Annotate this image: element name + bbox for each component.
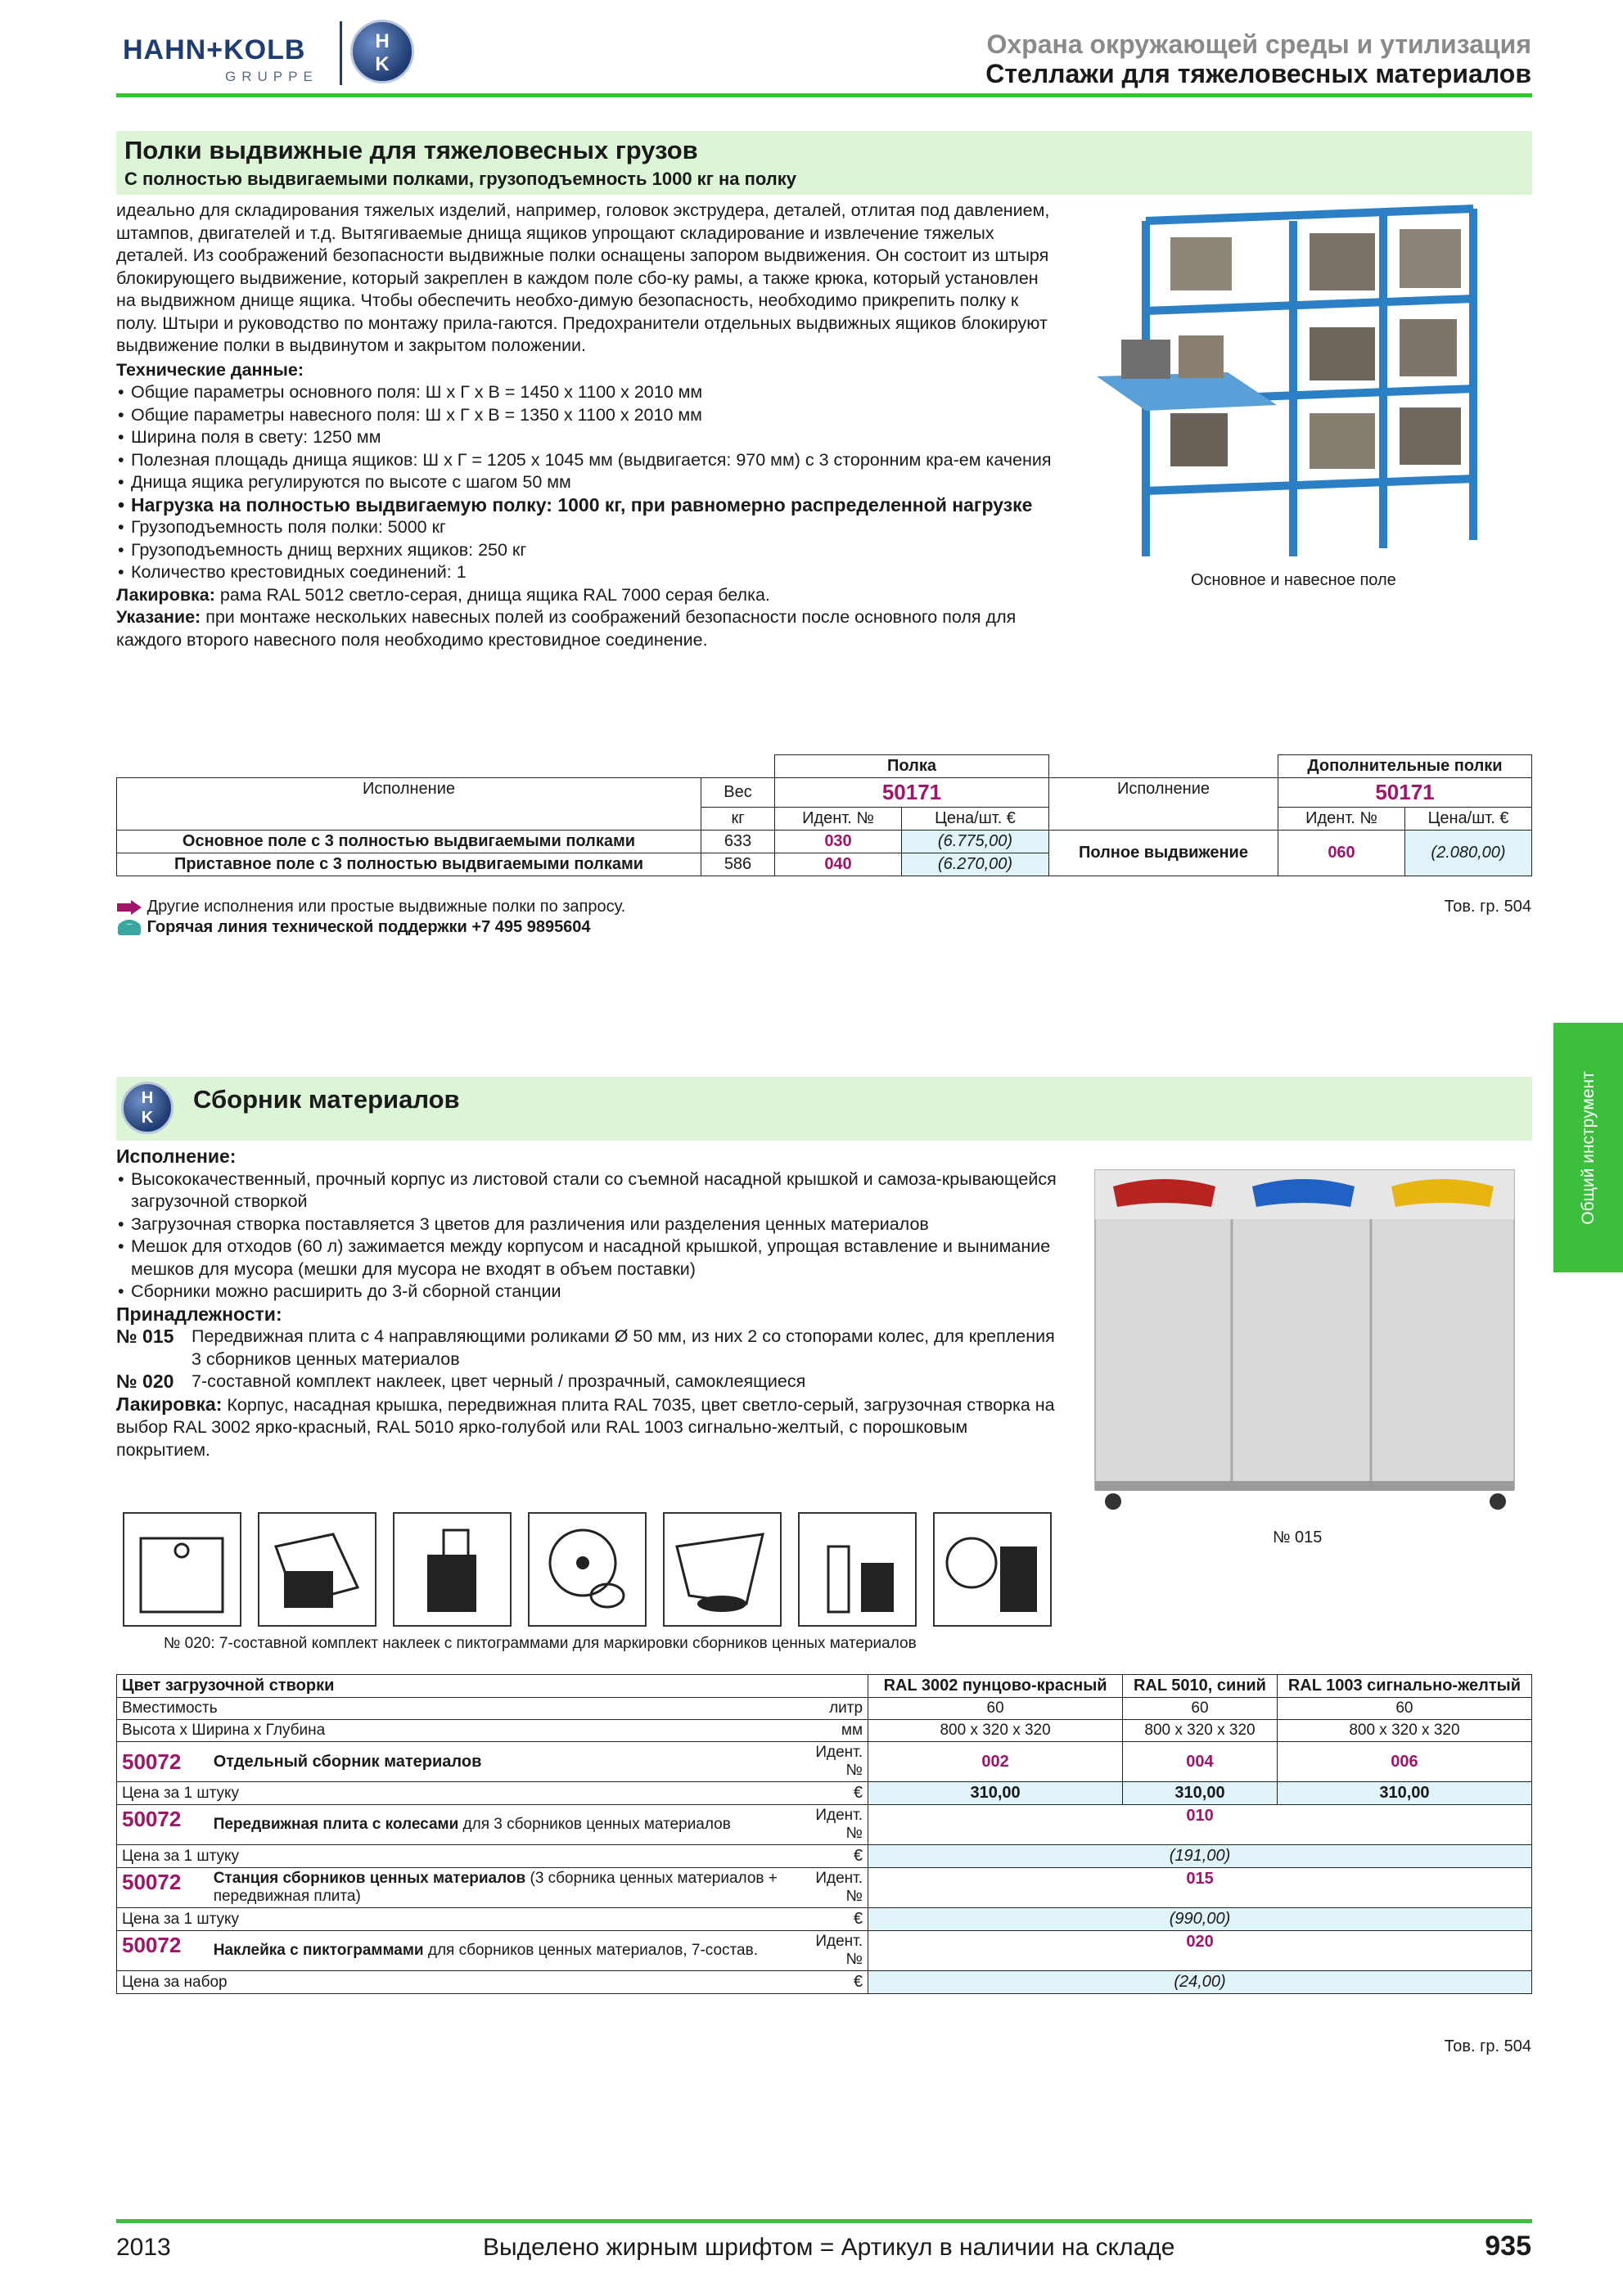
list-item: • Сборники можно расширить до 3-й сборной станции (116, 1281, 1057, 1303)
extra-variant: Полное выдвижение (1049, 831, 1278, 876)
arrow-hint-icon (116, 900, 142, 915)
color-red: RAL 3002 пунцово-красный (868, 1675, 1123, 1698)
pictogram-glass (798, 1512, 917, 1627)
list-item: • Загрузочная створка поставляется 3 цветов для различения или разделения ценных материалов (116, 1213, 1057, 1236)
shelf-image-caption: Основное и навесное поле (1191, 571, 1396, 589)
flap-color-label: Цвет загрузочной створки (117, 1675, 868, 1698)
bins-image-caption: № 015 (1273, 1528, 1323, 1546)
footnote-hotline: Горячая линия технической поддержки +7 495 9895604 (116, 918, 591, 937)
table-row: Приставное поле с 3 полностью выдвигаемыми полками 586 040 (6.270,00) (117, 853, 1532, 876)
variant-heading: Исполнение: (116, 1146, 237, 1167)
list-item: • Ширина поля в свету: 1250 мм (116, 426, 1057, 449)
shelf-price-table (116, 754, 1532, 876)
table-row: 50072 Отдельный сборник материалов Идент. № 002 004 006 (117, 1742, 1532, 1782)
col-ident: Идент. № (775, 808, 902, 831)
product-group-2: Тов. гр. 504 (1444, 2037, 1531, 2055)
footer-divider (116, 2219, 1532, 2223)
pictogram-plastic (933, 1512, 1052, 1627)
list-item: • Грузоподъемность поля полки: 5000 кг (116, 516, 1057, 539)
tech-list (116, 381, 1057, 584)
collector-price-table: Цвет загрузочной створки RAL 3002 пунцово-красный RAL 5010, синий RAL 1003 сигнально-желтый Вместимость литр 60 60 60 Высота x Ширина x Глубина мм 800 x 320 x 320 800 x 320 x 320 800 x 320 x 320 50072 Отдельный сборник материалов Идент. № 002 004 006 Цена за 1 штуку € 310,00 310,00 310,00 50072 Передвижная плита с колесами для 3 сборников ценных материалов Идент. № 010 Цена за 1 штуку € (191,00) 50072 Станция сборников ценных материалов (3 сборника ценных материалов + передвижная плита) Идент. № 015 Цена за 1 штуку € (990,00) 50072 Наклейка с пиктограммами для сборников ценных материалов, 7-состав. Идент. № 020 Цена за набор € (24,00) (116, 1674, 1532, 1994)
col-price-extra: Цена/шт. € (1405, 808, 1532, 831)
table-blank (1049, 755, 1278, 778)
table-row: 50072 Станция сборников ценных материалов (3 сборника ценных материалов + передвижная плита) Идент. № 015 (117, 1868, 1532, 1908)
logo-separator (340, 21, 342, 85)
list-item: • Высококачественный, прочный корпус из листовой стали со съемной насадной крышкой и самоза-крывающейся загрузочной створкой (116, 1168, 1057, 1213)
list-item: • Полезная площадь днища ящиков: Ш x Г = 1205 x 1045 мм (выдвигается: 970 мм) с 3 сторонним кра-ем качения (116, 449, 1057, 472)
hahn-kolb-emblem-icon: H K (121, 1082, 174, 1134)
table-row: 50072 Передвижная плита с колесами для 3 сборников ценных материалов Идент. № 010 (117, 1805, 1532, 1845)
mounting-note: Указание: при монтаже нескольких навесных полей из соображений безопасности после основного поля для каждого второго навесного поля необходимо крестовидное соединение. (116, 607, 1017, 650)
list-item: • Общие параметры навесного поля: Ш x Г x В = 1350 x 1100 x 2010 мм (116, 404, 1057, 427)
heavy-shelf-image (1089, 196, 1514, 573)
list-item: • Грузоподъемность днищ верхних ящиков: 250 кг (116, 539, 1057, 562)
group-header-extra: Дополнительные полки (1278, 755, 1532, 778)
col-variant: Исполнение (117, 778, 701, 831)
table-row: Цена за 1 штуку € 310,00 310,00 310,00 (117, 1782, 1532, 1805)
side-tab-general-tools[interactable]: Общий инструмент (1553, 1023, 1623, 1272)
pictograms-caption: № 020: 7-составной комплект наклеек с пиктограммами для маркировки сборников ценных материалов (164, 1635, 917, 1652)
accessory-020: № 020 7-составной комплект наклеек, цвет черный / прозрачный, самоклеящиеся (116, 1371, 806, 1392)
col-weight-unit: кг (701, 808, 775, 831)
accessories-heading: Принадлежности: (116, 1303, 282, 1325)
table-row: Цена за набор € (24,00) (117, 1971, 1532, 1994)
pictogram-metal-cans (393, 1512, 512, 1627)
header-divider (116, 93, 1532, 97)
pictogram-paper (123, 1512, 241, 1627)
extra-ident: 060 (1278, 831, 1405, 876)
list-item: • Мешок для отходов (60 л) зажимается между корпусом и насадной крышкой, упрощая вставление и вынимание мешков для мусора (мешки для мусора не входят в объем поставки) (116, 1236, 1057, 1281)
footnote-request: Другие исполнения или простые выдвижные полки по запросу. (116, 898, 625, 916)
list-item: • Общие параметры основного поля: Ш x Г x В = 1450 x 1100 x 2010 мм (116, 381, 1057, 404)
article-number-extra: 50171 (1278, 778, 1532, 808)
phone-icon (116, 920, 142, 936)
section1-title-bar (116, 131, 1532, 195)
col-variant-extra: Исполнение (1049, 778, 1278, 831)
table-row: Цена за 1 штуку € (191,00) (117, 1845, 1532, 1868)
paint-note-2: Лакировка: Корпус, насадная крышка, передвижная плита RAL 7035, цвет светло-серый, загрузочная створка на выбор RAL 3002 ярко-красный, RAL 5010 ярко-голубой или RAL 1003 сигнально-желтый, с порошковым покрытием. (116, 1393, 1055, 1460)
extra-price: (2.080,00) (1405, 831, 1532, 876)
hahn-kolb-emblem-icon: H K (350, 20, 414, 83)
section2-description-block (116, 1146, 1057, 1461)
group-header-shelf: Полка (775, 755, 1049, 778)
article-number: 50171 (775, 778, 1049, 808)
table-row: Цена за 1 штуку € (990,00) (117, 1908, 1532, 1931)
accessory-015: № 015 Передвижная плита с 4 направляющими роликами Ø 50 мм, из них 2 со стопорами колес, для крепления 3 сборников ценных материалов (116, 1326, 1055, 1369)
brand-logo-text: HAHN+KOLB (123, 34, 306, 65)
pictogram-organic (663, 1512, 782, 1627)
pictogram-electronics (528, 1512, 647, 1627)
variant-list (116, 1168, 1057, 1303)
section1-description-block (116, 200, 1057, 651)
header-subcategory: Стеллажи для тяжеловесных материалов (985, 59, 1531, 88)
col-ident-extra: Идент. № (1278, 808, 1405, 831)
table-row: Основное поле с 3 полностью выдвигаемыми полками 633 030 (6.775,00) Полное выдвижение 060 (2.080,00) (117, 831, 1532, 853)
header-category: Охрана окружающей среды и утилизация (986, 29, 1531, 59)
color-blue: RAL 5010, синий (1123, 1675, 1278, 1698)
material-collector-image (1089, 1154, 1522, 1514)
section1-subtitle: С полностью выдвигаемыми полками, грузоподъемность 1000 кг на полку (124, 169, 797, 189)
footer-year: 2013 (116, 2234, 171, 2261)
list-item: • Количество крестовидных соединений: 1 (116, 561, 1057, 584)
section1-description: идеально для складирования тяжелых изделий, например, головок экструдера, деталей, отлитая под давлением, штампов, двигателей и т.д. Вытягиваемые днища ящиков упрощают складирование и извлечение тяжелых деталей. Из соображений безопасности выдвижные полки оснащены запором выдвижения. Он состоит из штыря блокирующего выдвижение, который закреплен в каждом поле сбо-ку рамы, а также крюка, который установлен на выдвижном днище ящика. Чтобы обеспечить необхо-димую безопасность, необходимо прикрепить полку к полу. Штыри и руководство по монтажу прила-гаются. Предохранители отдельных выдвижных ящиков блокируют выдвижение полки в выдвинутом и закрытом положении. (116, 200, 1050, 355)
col-price: Цена/шт. € (902, 808, 1049, 831)
color-yellow: RAL 1003 сигнально-желтый (1277, 1675, 1531, 1698)
table-row: 50072 Наклейка с пиктограммами для сборников ценных материалов, 7-состав. Идент. № 020 (117, 1931, 1532, 1971)
pictogram-cardboard (258, 1512, 376, 1627)
page-number: 935 (1485, 2231, 1531, 2262)
list-item: • Днища ящика регулируются по высоте с шагом 50 мм (116, 471, 1057, 494)
product-group-1: Тов. гр. 504 (1444, 898, 1531, 916)
footer-legend: Выделено жирным шрифтом = Артикул в наличии на складе (483, 2234, 1175, 2261)
section2-title-bar (116, 1077, 1532, 1141)
table-blank (117, 755, 775, 778)
section1-title: Полки выдвижные для тяжеловесных грузов (124, 136, 698, 164)
list-item-bold: • Нагрузка на полностью выдвигаемую полку: 1000 кг, при равномерно распределенной нагрузке (116, 494, 1057, 517)
col-weight: Вес (701, 778, 775, 808)
paint-note: Лакировка: рама RAL 5012 светло-серая, днища ящика RAL 7000 серая белка. (116, 584, 770, 605)
brand-logo-subtext: GRUPPE (225, 69, 318, 84)
section2-title: Сборник материалов (193, 1085, 460, 1114)
tech-heading: Технические данные: (116, 359, 304, 380)
